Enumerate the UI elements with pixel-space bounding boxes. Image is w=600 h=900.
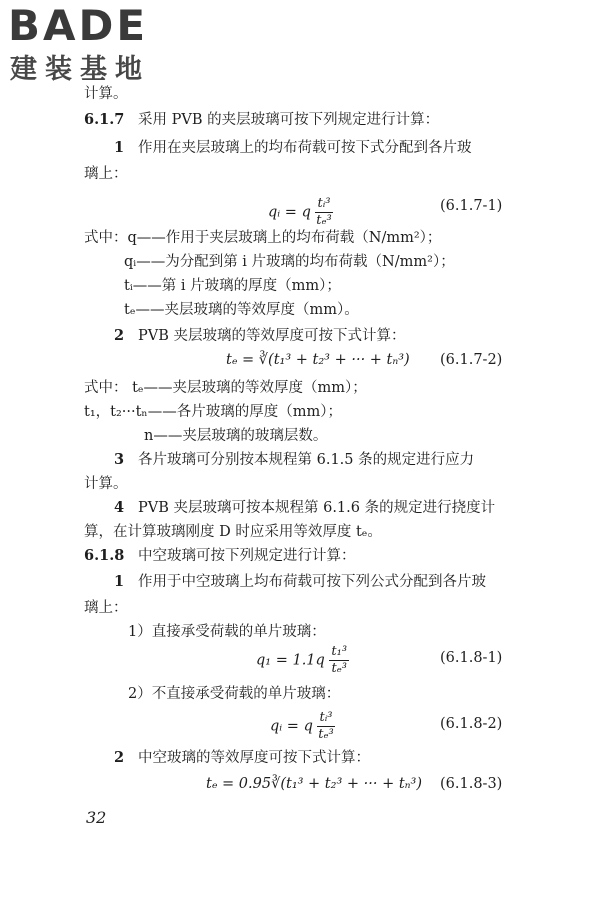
item-text: PVB 夹层玻璃的等效厚度可按下式计算： — [138, 328, 406, 344]
equation-fraction — [317, 710, 334, 743]
equation-6-1-8-2 — [270, 710, 335, 743]
equation-6-1-8-1 — [256, 644, 349, 677]
site-logo — [8, 2, 178, 92]
equation-number: (6.1.8-3) — [440, 776, 503, 792]
item-text: 各片玻璃可分别按本规程第 6.1.5 条的规定进行应力 — [138, 452, 475, 468]
item-text: 中空玻璃的等效厚度可按下式计算： — [138, 750, 370, 766]
equation-6-1-8-3: tₑ = 0.95∛(t₁³ + t₂³ + ··· + tₙ³) — [206, 776, 422, 792]
clause-number: 6.1.7 — [84, 111, 125, 128]
text-line: t₁，t₂···tₙ——各片玻璃的厚度（mm）； — [84, 404, 342, 420]
logo-text-en: BADE — [8, 1, 149, 50]
equation-number: (6.1.8-2) — [440, 716, 503, 732]
equation-number: (6.1.7-1) — [440, 198, 503, 214]
item-number: 2 — [114, 327, 125, 344]
text-line: qᵢ——为分配到第 i 片玻璃的均布荷载（N/mm²）； — [124, 254, 455, 270]
fraction-numerator: tᵢ³ — [317, 196, 331, 211]
text-line: 计算。 — [84, 86, 128, 102]
item-text: 作用于中空玻璃上均布荷载可按下列公式分配到各片玻 — [138, 574, 486, 590]
fraction-denominator: tₑ³ — [318, 727, 334, 742]
fraction-denominator: tₑ³ — [331, 661, 347, 676]
equation-lhs: q₁ = 1.1q — [256, 652, 325, 669]
logo-text-zh: 建装基地 — [10, 54, 150, 85]
fraction-numerator: tᵢ³ — [319, 710, 333, 725]
equation-number: (6.1.7-2) — [440, 352, 503, 368]
item-number: 4 — [114, 499, 125, 516]
text-line: 璃上： — [84, 166, 128, 182]
clause-text: 采用 PVB 的夹层玻璃可按下列规定进行计算： — [138, 112, 440, 128]
item-text: 作用在夹层玻璃上的均布荷载可按下式分配到各片玻 — [138, 140, 472, 156]
text-line: 算，在计算玻璃刚度 D 时应采用等效厚度 tₑ。 — [84, 524, 382, 540]
text-line: 式中：q——作用于夹层玻璃上的均布荷载（N/mm²）； — [84, 230, 442, 246]
clause-text: 中空玻璃可按下列规定进行计算： — [138, 548, 356, 564]
item-number: 1 — [114, 573, 125, 590]
text-line: n——夹层玻璃的玻璃层数。 — [144, 428, 328, 444]
equation-fraction — [315, 196, 332, 229]
equation-6-1-7-1 — [268, 196, 333, 229]
equation-lhs: qᵢ = q — [270, 718, 313, 735]
text-line: tₑ——夹层玻璃的等效厚度（mm）。 — [124, 302, 359, 318]
item-number: 3 — [114, 451, 125, 468]
sub-item-text: 1）直接承受荷载的单片玻璃： — [128, 624, 326, 640]
clause-number: 6.1.8 — [84, 547, 125, 564]
text-line: tᵢ——第 i 片玻璃的厚度（mm）； — [124, 278, 341, 294]
fraction-numerator: t₁³ — [331, 644, 348, 659]
equation-number: (6.1.8-1) — [440, 650, 503, 666]
text-line: 计算。 — [84, 476, 128, 492]
page-number: 32 — [86, 808, 107, 827]
item-number: 1 — [114, 139, 125, 156]
item-text: PVB 夹层玻璃可按本规程第 6.1.6 条的规定进行挠度计 — [138, 500, 496, 516]
text-line: 璃上： — [84, 600, 128, 616]
text-line: 式中： tₑ——夹层玻璃的等效厚度（mm）； — [84, 380, 367, 396]
sub-item-text: 2）不直接承受荷载的单片玻璃： — [128, 686, 341, 702]
item-number: 2 — [114, 749, 125, 766]
fraction-denominator: tₑ³ — [316, 213, 332, 228]
equation-lhs: qᵢ = q — [268, 204, 311, 221]
equation-6-1-7-2: tₑ = ∛(t₁³ + t₂³ + ··· + tₙ³) — [226, 352, 410, 368]
equation-fraction — [329, 644, 349, 677]
